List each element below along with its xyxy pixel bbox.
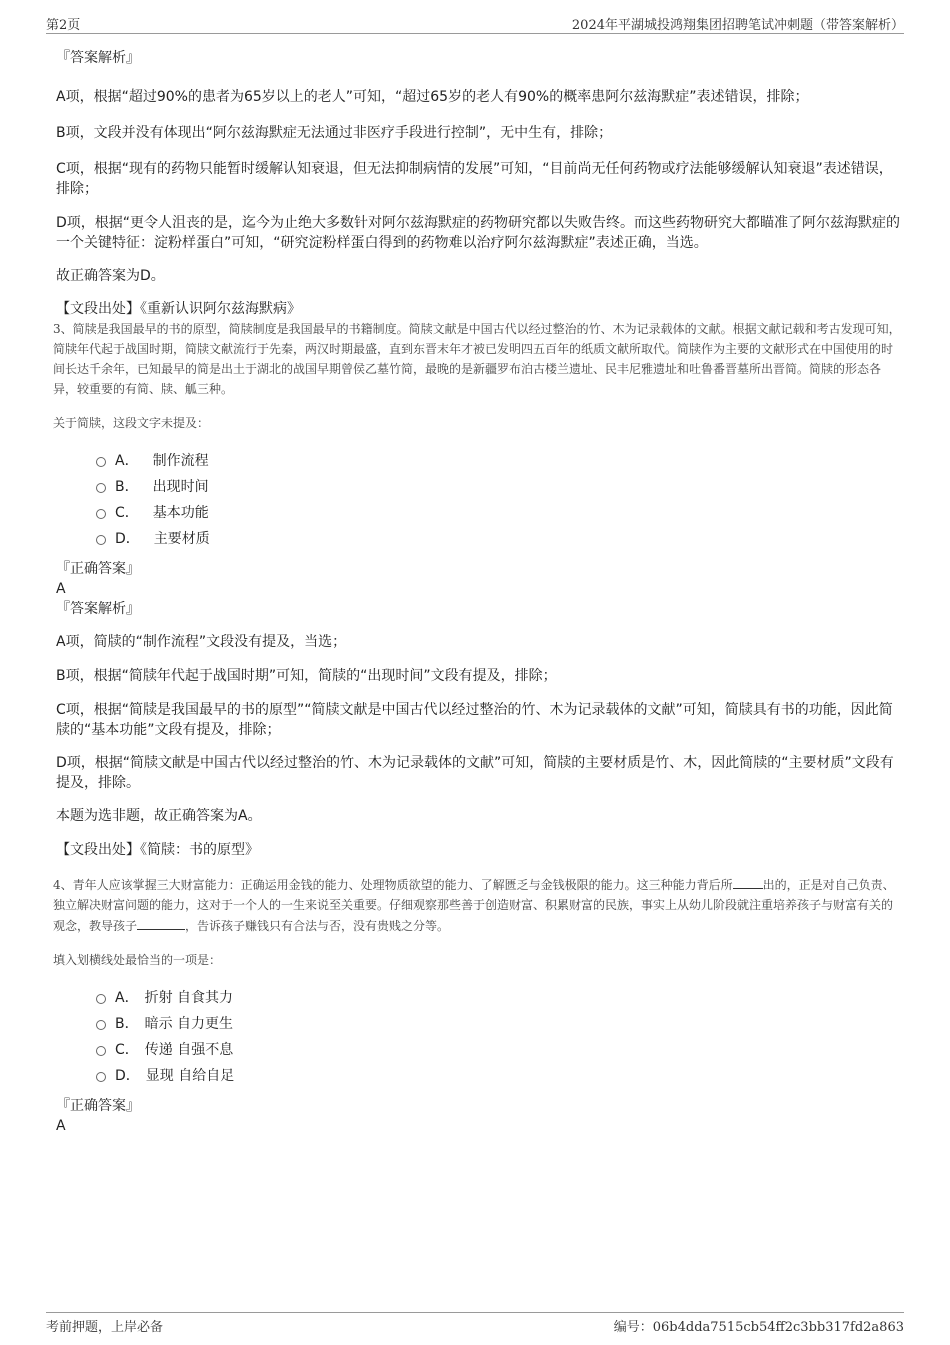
q4-option-b[interactable]: B． 暗示 自力更生 [96,1010,902,1036]
q2-analysis-d: D项，根据“更令人沮丧的是，迄今为止绝大多数针对阿尔兹海默症的药物研究都以失败告终。而这些药物研究大都瞄准了阿尔兹海默症的一个关键特征：淀粉样蛋白”可知，“研究淀粉样蛋白得到的药物难以治疗阿尔兹海默症”表述正确，当选。 [56,215,901,251]
q3-conclusion: 本题为选非题，故正确答案为A。 [56,808,262,824]
q3-option-a[interactable]: A． 制作流程 [96,447,902,473]
page-number: 第2页 [46,18,81,33]
q4-option-d[interactable]: D． 显现 自给自足 [96,1062,902,1088]
q3-answer: A [56,581,66,597]
q4-question: 填入划横线处最恰当的一项是： [53,953,222,967]
q4-passage: 4、青年人应该掌握三大财富能力：正确运用金钱的能力、处理物质欲望的能力、了解匮乏与金钱极限的能力。这三种能力背后所 出的，正是对自己负责、独立解决财富问题的能力，这对于一个人的一生来说至关重要。仔细观察那些善于创造财富、积累财富的民族，事实上从幼儿阶段就注重培养孩子与财富有关的观念，教导孩子 ，告诉孩子赚钱只有合法与否，没有贵贱之分等。 [53,874,902,936]
radio-icon[interactable] [96,457,106,467]
page-footer [46,1312,904,1335]
q3-option-b[interactable]: B． 出现时间 [96,473,902,499]
radio-icon[interactable] [96,994,106,1004]
q3-answer-heading: 『正确答案』 [56,561,140,577]
q4-option-a[interactable]: A． 折射 自食其力 [96,984,902,1010]
page-header [46,13,904,34]
q4-options [96,984,902,1088]
q2-analysis-heading: 『答案解析』 [56,50,140,66]
q3-analysis-c: C项，根据“简牍是我国最早的书的原型”“简牍文献是中国古代以经过整治的竹、木为记录载体的文献”可知，简牍具有书的功能，因此简牍的“基本功能”文段有提及，排除； [56,702,893,738]
document-title: 2024年平湖城投鸿翔集团招聘笔试冲刺题（带答案解析） [571,18,904,33]
blank-1 [733,874,763,889]
question-4 [53,874,902,1136]
radio-icon[interactable] [96,483,106,493]
blank-2 [137,915,185,930]
q3-option-c[interactable]: C． 基本功能 [96,499,902,525]
radio-icon[interactable] [96,1046,106,1056]
page-content [53,40,902,1136]
radio-icon[interactable] [96,535,106,545]
q3-passage: 3、简牍是我国最早的书的原型，简牍制度是我国最早的书籍制度。简牍文献是中国古代以经过整治的竹、木为记录载体的文献。根据文献记载和考古发现可知，简牍年代起于战国时期，简牍文献流行于先秦，两汉时期最盛，直到东晋末年才被已发明四五百年的纸质文献所取代。简牍作为主要的文献形式在中国使用的时间长达千余年，已知最早的简是出土于湖北的战国早期曾侯乙墓竹简，最晚的是新疆罗布泊古楼兰遗址、民丰尼雅遗址和吐鲁番晋墓所出晋简。简牍的形态各异，较重要的有简、牍、觚三种。 [53,322,901,396]
radio-icon[interactable] [96,509,106,519]
document-id: 编号：06b4dda7515cb54ff2c3bb317fd2a863 [613,1320,904,1335]
q3-question: 关于简牍，这段文字未提及： [53,416,210,430]
q2-analysis-c: C项，根据“现有的药物只能暂时缓解认知衰退，但无法抑制病情的发展”可知，“目前尚无任何药物或疗法能够缓解认知衰退”表述错误，排除； [56,161,893,197]
q3-analysis-d: D项，根据“简牍文献是中国古代以经过整治的竹、木为记录载体的文献”可知，简牍的主要材质是竹、木，因此简牍的“主要材质”文段有提及，排除。 [56,755,894,791]
q3-analysis-heading: 『答案解析』 [56,601,140,617]
q2-analysis [56,48,902,319]
q2-conclusion: 故正确答案为D。 [56,268,165,284]
q3-option-d[interactable]: D． 主要材质 [96,525,902,551]
q3-source: 【文段出处】《简牍：书的原型》 [56,842,259,858]
q4-answer: A [56,1118,66,1134]
q2-source: 【文段出处】《重新认识阿尔兹海默病》 [56,301,301,317]
q2-analysis-b: B项，文段并没有体现出“阿尔兹海默症无法通过非医疗手段进行控制”，无中生有，排除； [56,125,613,141]
radio-icon[interactable] [96,1072,106,1082]
footer-slogan: 考前押题，上岸必备 [46,1320,164,1335]
q3-analysis-a: A项，简牍的“制作流程”文段没有提及，当选； [56,634,347,650]
q3-options [96,447,902,551]
radio-icon[interactable] [96,1020,106,1030]
question-3 [53,319,902,860]
q4-option-c[interactable]: C． 传递 自强不息 [96,1036,902,1062]
q4-answer-heading: 『正确答案』 [56,1098,140,1114]
q2-analysis-a: A项，根据“超过90%的患者为65岁以上的老人”可知，“超过65岁的老人有90%的概率患阿尔兹海默症”表述错误，排除； [56,89,809,105]
q3-analysis-b: B项，根据“简牍年代起于战国时期”可知，简牍的“出现时间”文段有提及，排除； [56,668,557,684]
